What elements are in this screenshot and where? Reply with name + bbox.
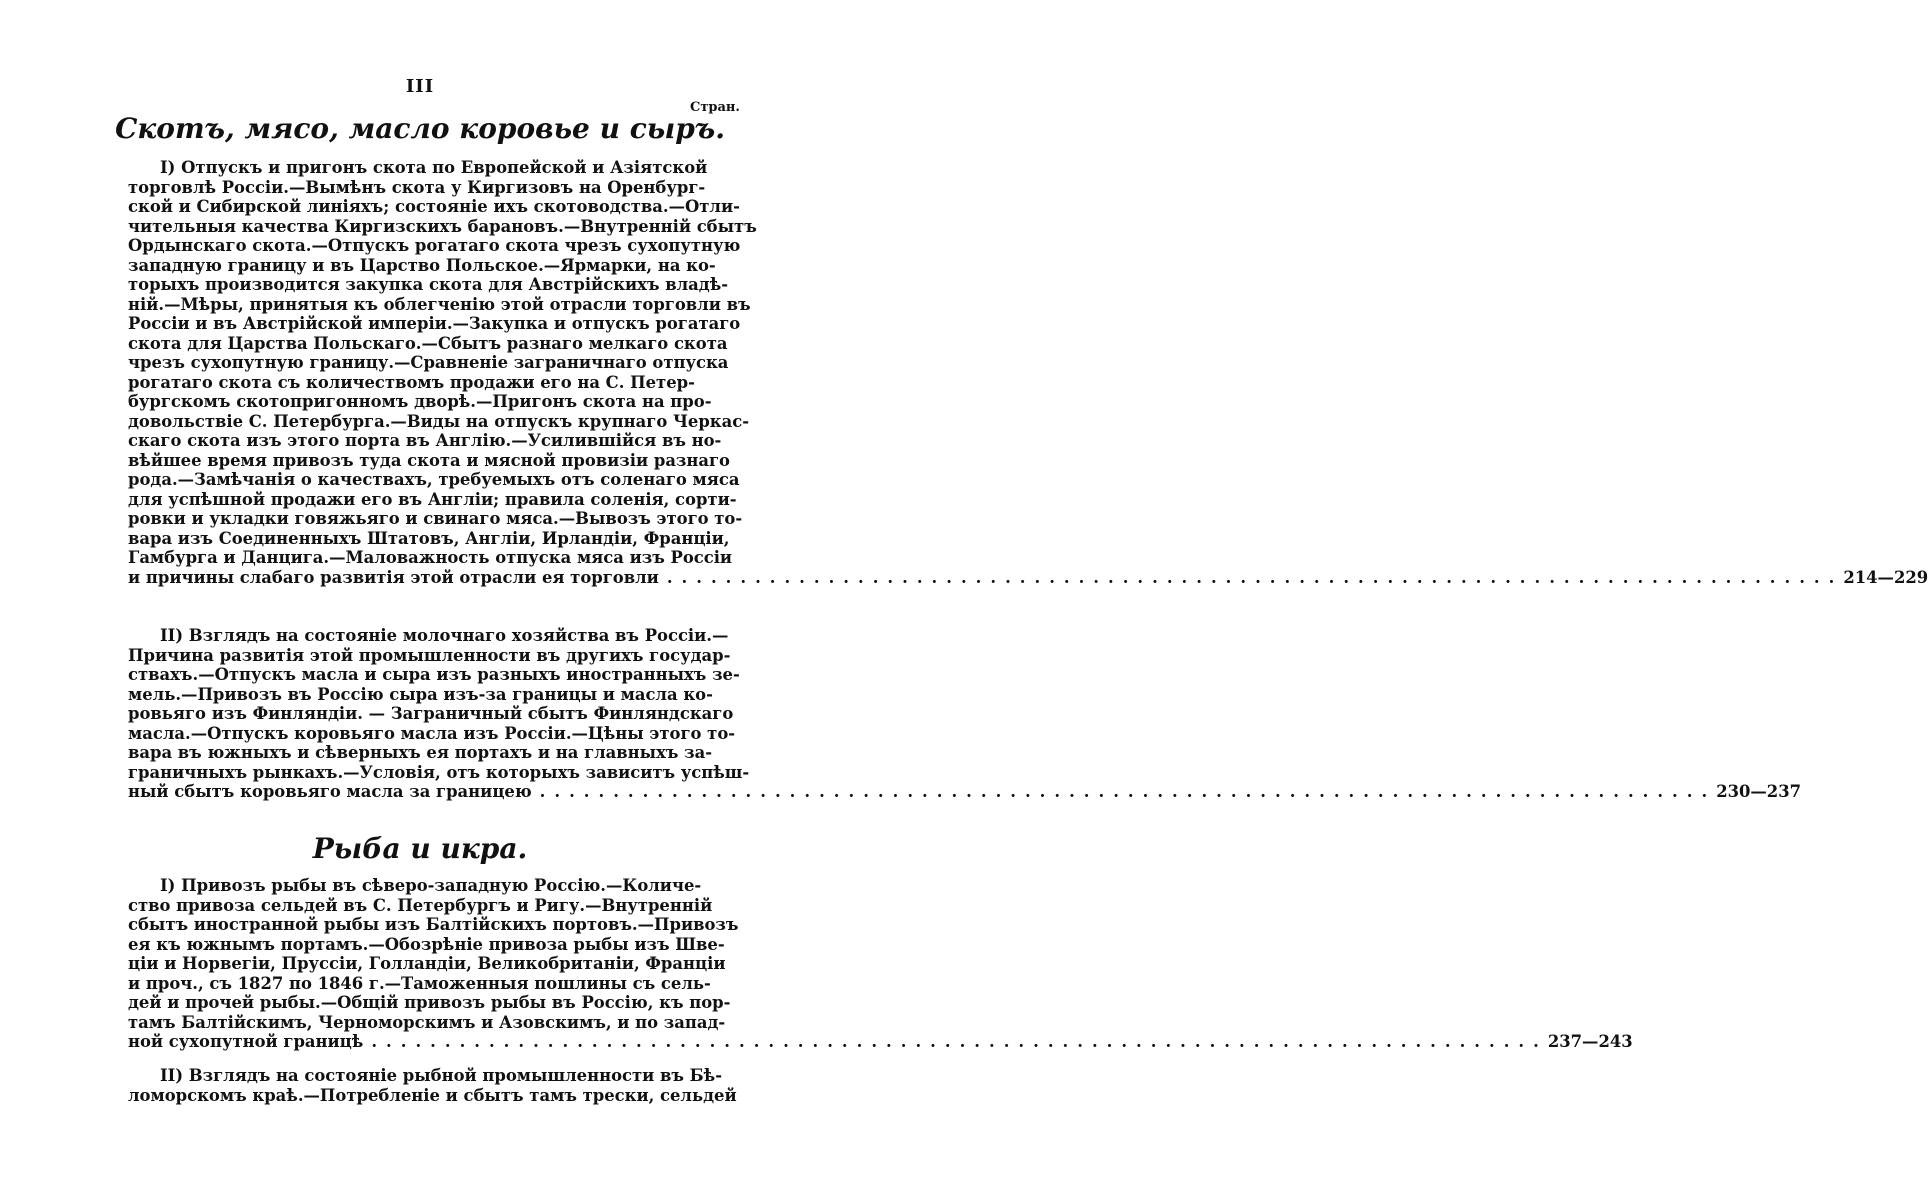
text-line: ной сухопутной границѣ — [128, 1032, 364, 1051]
text-line: Гамбурга и Данцига.—Маловажность отпуска мяса изъ Россіи — [128, 548, 733, 567]
text-line: дей и прочей рыбы.—Общій привозъ рыбы въ Россію, къ пор- — [128, 993, 731, 1012]
text-line: рогатаго скота съ количествомъ продажи его на С. Петер- — [128, 372, 695, 392]
text-line: торыхъ производится закупка скота для Австрійскихъ владѣ- — [128, 275, 729, 294]
text-line: мель.—Привозъ въ Россію сыра изъ-за границы и масла ко- — [128, 684, 713, 704]
text-line: II) Взглядъ на состояніе молочнаго хозяйства въ Россіи.— — [160, 626, 729, 645]
text-line: ломорскомъ краѣ.—Потребленіе и сбытъ тамъ трески, сельдей — [128, 1085, 737, 1105]
page-range: 214—229 — [1843, 567, 1928, 587]
text-line: I) Отпускъ и пригонъ скота по Европейской и Азіятской — [160, 158, 708, 177]
page-range: 230—237 — [1716, 782, 1802, 801]
text-line: для успѣшной продажи его въ Англіи; правила соленія, сорти- — [128, 489, 737, 509]
text-line: бургскомъ скотопригонномъ дворѣ.—Пригонъ скота на про- — [128, 392, 712, 411]
section-title-fish: Рыба и икра. — [312, 832, 528, 865]
text-line: и проч., съ 1827 по 1846 г.—Таможенныя пошлины съ сель- — [128, 973, 711, 993]
leader-dots: ................................................................................ — [539, 782, 1717, 801]
text-line: сбытъ иностранной рыбы изъ Балтійскихъ портовъ.—Привозъ — [128, 915, 739, 934]
text-line: и причины слабаго развитія этой отрасли ея торговли — [128, 567, 659, 587]
text-line: ской и Сибирской линіяхъ; состояніе ихъ скотоводства.—Отли- — [128, 197, 740, 216]
toc-entry-last-line — [128, 567, 1928, 588]
text-line: вара изъ Соединенныхъ Штатовъ, Англіи, Ирландіи, Франціи, — [128, 528, 730, 548]
text-line: чрезъ сухопутную границу.—Сравненіе заграничнаго отпуска — [128, 353, 729, 372]
text-line: торговлѣ Россіи.—Вымѣнъ скота у Киргизовъ на Оренбург- — [128, 177, 706, 197]
text-line: западную границу и въ Царство Польское.—Ярмарки, на ко- — [128, 255, 716, 275]
text-line: ствахъ.—Отпускъ масла и сыра изъ разныхъ иностранныхъ зе- — [128, 665, 740, 684]
text-line: масла.—Отпускъ коровьяго масла изъ Россіи.—Цѣны этого то- — [128, 723, 736, 743]
text-line: II) Взглядъ на состояніе рыбной промышленности въ Бѣ- — [160, 1066, 722, 1085]
text-line: тамъ Балтійскимъ, Черноморскимъ и Азовскимъ, и по запад- — [128, 1012, 726, 1032]
page-number: III — [405, 76, 435, 97]
toc-entry-last-line — [128, 1032, 1633, 1052]
text-line: вара въ южныхъ и сѣверныхъ ея портахъ и на главныхъ за- — [128, 743, 713, 762]
text-line: скота для Царства Польскаго.—Сбытъ разнаго мелкаго скота — [128, 333, 728, 353]
page-range: 237—243 — [1547, 1032, 1633, 1051]
text-line: Ордынскаго скота.—Отпускъ рогатаго скота чрезъ сухопутную — [128, 236, 741, 255]
section-fish-paragraph-1 — [128, 876, 1633, 1052]
text-line: рода.—Замѣчанія о качествахъ, требуемыхъ отъ соленаго мяса — [128, 470, 740, 489]
section-cattle-paragraph-1 — [128, 158, 1928, 587]
text-line: скаго скота изъ этого порта въ Англію.—Усилившійся въ но- — [128, 431, 722, 450]
text-line: довольствіе С. Петербурга.—Виды на отпускъ крупнаго Черкас- — [128, 411, 750, 431]
text-line: Причина развитія этой промышленности въ другихъ государ- — [128, 645, 731, 665]
text-line: I) Привозъ рыбы въ сѣверо-западную Россію.—Количе- — [160, 876, 702, 895]
text-line: ство привоза сельдей въ С. Петербургъ и Ригу.—Внутренній — [128, 895, 713, 915]
section-cattle-paragraph-2 — [128, 626, 1802, 802]
section-fish-paragraph-2 — [128, 1066, 748, 1105]
text-line: ціи и Норвегіи, Пруссіи, Голландіи, Великобританіи, Франціи — [128, 954, 726, 973]
text-line: ный сбытъ коровьяго масла за границею — [128, 782, 532, 801]
text-line: ровки и укладки говяжьяго и свинаго мяса.—Вывозъ этого то- — [128, 509, 743, 528]
toc-entry-last-line — [128, 782, 1802, 802]
text-line: вѣйшее время привозъ туда скота и мясной провизіи разнаго — [128, 450, 730, 470]
section-title-cattle: Скотъ, мясо, масло коровье и сыръ. — [115, 112, 725, 145]
text-line: Россіи и въ Австрійской имперіи.—Закупка и отпускъ рогатаго — [128, 314, 741, 333]
text-line: ній.—Мѣры, принятыя къ облегченію этой отрасли торговли въ — [128, 294, 751, 314]
text-line: ровьяго изъ Финляндіи. — Заграничный сбытъ Финляндскаго — [128, 704, 734, 723]
text-line: чительныя качества Киргизскихъ барановъ.—Внутренній сбытъ — [128, 216, 757, 236]
text-line: граничныхъ рынкахъ.—Условія, отъ которыхъ зависитъ успѣш- — [128, 762, 750, 782]
leader-dots: ................................................................................ — [371, 1032, 1548, 1051]
text-line: ея къ южнымъ портамъ.—Обозрѣніе привоза рыбы изъ Шве- — [128, 934, 725, 954]
leader-dots: ................................................................................ — [666, 567, 1844, 587]
page-column-label: Стран. — [690, 100, 740, 115]
